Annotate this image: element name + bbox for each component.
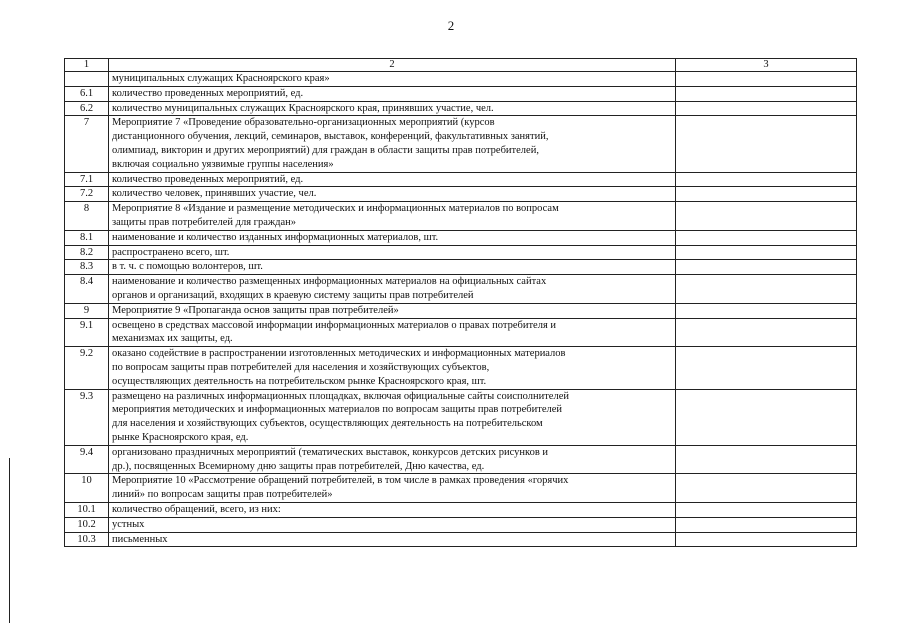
table-row [65, 172, 857, 187]
row-value-cell [676, 303, 857, 318]
row-text-cell: Мероприятие 10 «Рассмотрение обращений потребителей, в том числе в рамках проведения «горячих линий» по вопросам защиты прав потребителей» [109, 474, 676, 503]
row-number-cell: 8.4 [65, 275, 109, 304]
row-text-cell: оказано содействие в распространении изготовленных методических и информационных материалов по вопросам защиты прав потребителей для населения и хозяйствующих субъектов, осуществляющих деятельность на потребительском рынке Красноярского края, шт. [109, 347, 676, 389]
row-number-cell [65, 72, 109, 87]
row-number-cell: 10.2 [65, 517, 109, 532]
table-row [65, 532, 857, 547]
row-value-cell [676, 275, 857, 304]
row-value-cell [676, 445, 857, 474]
row-text-cell: Мероприятие 8 «Издание и размещение методических и информационных материалов по вопросам защиты прав потребителей для граждан» [109, 202, 676, 231]
row-value-cell [676, 245, 857, 260]
row-text-cell: количество обращений, всего, из них: [109, 502, 676, 517]
table-row [65, 502, 857, 517]
row-number-cell: 10.1 [65, 502, 109, 517]
row-text-cell: наименование и количество размещенных информационных материалов на официальных сайтах органов и организаций, входящих в краевую систему защиты прав потребителей [109, 275, 676, 304]
row-value-cell [676, 474, 857, 503]
row-number-cell: 6.1 [65, 86, 109, 101]
table-row [65, 101, 857, 116]
row-text-cell: в т. ч. с помощью волонтеров, шт. [109, 260, 676, 275]
row-text-cell: количество муниципальных служащих Красноярского края, принявших участие, чел. [109, 101, 676, 116]
row-value-cell [676, 230, 857, 245]
header-cell-value: 3 [676, 59, 857, 72]
table-row [65, 474, 857, 503]
row-text-cell: наименование и количество изданных информационных материалов, шт. [109, 230, 676, 245]
row-value-cell [676, 532, 857, 547]
page-number: 2 [447, 18, 455, 33]
row-text-cell: организовано праздничных мероприятий (тематических выставок, конкурсов детских рисунков и др.), посвященных Всемирному дню защиты прав потребителей, Дню качества, ед. [109, 445, 676, 474]
row-value-cell [676, 202, 857, 231]
row-value-cell [676, 347, 857, 389]
row-number-cell: 9.1 [65, 318, 109, 347]
row-text-cell: количество человек, принявших участие, чел. [109, 187, 676, 202]
table-row [65, 72, 857, 87]
row-value-cell [676, 517, 857, 532]
table-row [65, 187, 857, 202]
table-row [65, 230, 857, 245]
report-table [64, 58, 857, 547]
table-row [65, 260, 857, 275]
header-cell-num: 1 [65, 59, 109, 72]
row-value-cell [676, 172, 857, 187]
table-body [65, 59, 857, 547]
row-value-cell [676, 260, 857, 275]
row-value-cell [676, 116, 857, 172]
row-number-cell: 8.2 [65, 245, 109, 260]
row-value-cell [676, 187, 857, 202]
row-number-cell: 9.3 [65, 389, 109, 445]
row-value-cell [676, 502, 857, 517]
header-cell-text: 2 [109, 59, 676, 72]
row-number-cell: 9.2 [65, 347, 109, 389]
table-row [65, 245, 857, 260]
table-row [65, 318, 857, 347]
table-row [65, 517, 857, 532]
row-text-cell: Мероприятие 7 «Проведение образовательно-организационных мероприятий (курсов дистанционного обучения, лекций, семинаров, выставок, конференций, факультативных занятий, олимпиад, викторин и других мероприятий) для граждан в области защиты прав потребителей, включая социально уязвимые группы населения» [109, 116, 676, 172]
row-text-cell: письменных [109, 532, 676, 547]
table-row [65, 86, 857, 101]
row-text-cell: размещено на различных информационных площадках, включая официальные сайты соисполнителей мероприятия методических и информационных материалов по вопросам защиты прав потребителей для населения и хозяйствующих субъектов, осуществляющих деятельность на потребительском рынке Красноярского края, ед. [109, 389, 676, 445]
row-number-cell: 9 [65, 303, 109, 318]
table-row [65, 116, 857, 172]
row-number-cell: 8.1 [65, 230, 109, 245]
table-row [65, 445, 857, 474]
row-number-cell: 8.3 [65, 260, 109, 275]
table-row [65, 275, 857, 304]
table-row [65, 303, 857, 318]
row-value-cell [676, 101, 857, 116]
row-value-cell [676, 86, 857, 101]
row-text-cell: распространено всего, шт. [109, 245, 676, 260]
row-text-cell: муниципальных служащих Красноярского края» [109, 72, 676, 87]
row-text-cell: Мероприятие 9 «Пропаганда основ защиты прав потребителей» [109, 303, 676, 318]
row-number-cell: 10 [65, 474, 109, 503]
row-number-cell: 9.4 [65, 445, 109, 474]
row-value-cell [676, 318, 857, 347]
margin-line [9, 458, 10, 623]
table-header-row [65, 59, 857, 72]
row-value-cell [676, 389, 857, 445]
row-text-cell: количество проведенных мероприятий, ед. [109, 86, 676, 101]
row-number-cell: 6.2 [65, 101, 109, 116]
row-number-cell: 7.2 [65, 187, 109, 202]
row-text-cell: количество проведенных мероприятий, ед. [109, 172, 676, 187]
row-number-cell: 7.1 [65, 172, 109, 187]
row-number-cell: 10.3 [65, 532, 109, 547]
table-row [65, 347, 857, 389]
row-text-cell: освещено в средствах массовой информации информационных материалов о правах потребителя и механизмах их защиты, ед. [109, 318, 676, 347]
table-row [65, 202, 857, 231]
row-value-cell [676, 72, 857, 87]
row-number-cell: 7 [65, 116, 109, 172]
row-text-cell: устных [109, 517, 676, 532]
table-row [65, 389, 857, 445]
row-number-cell: 8 [65, 202, 109, 231]
